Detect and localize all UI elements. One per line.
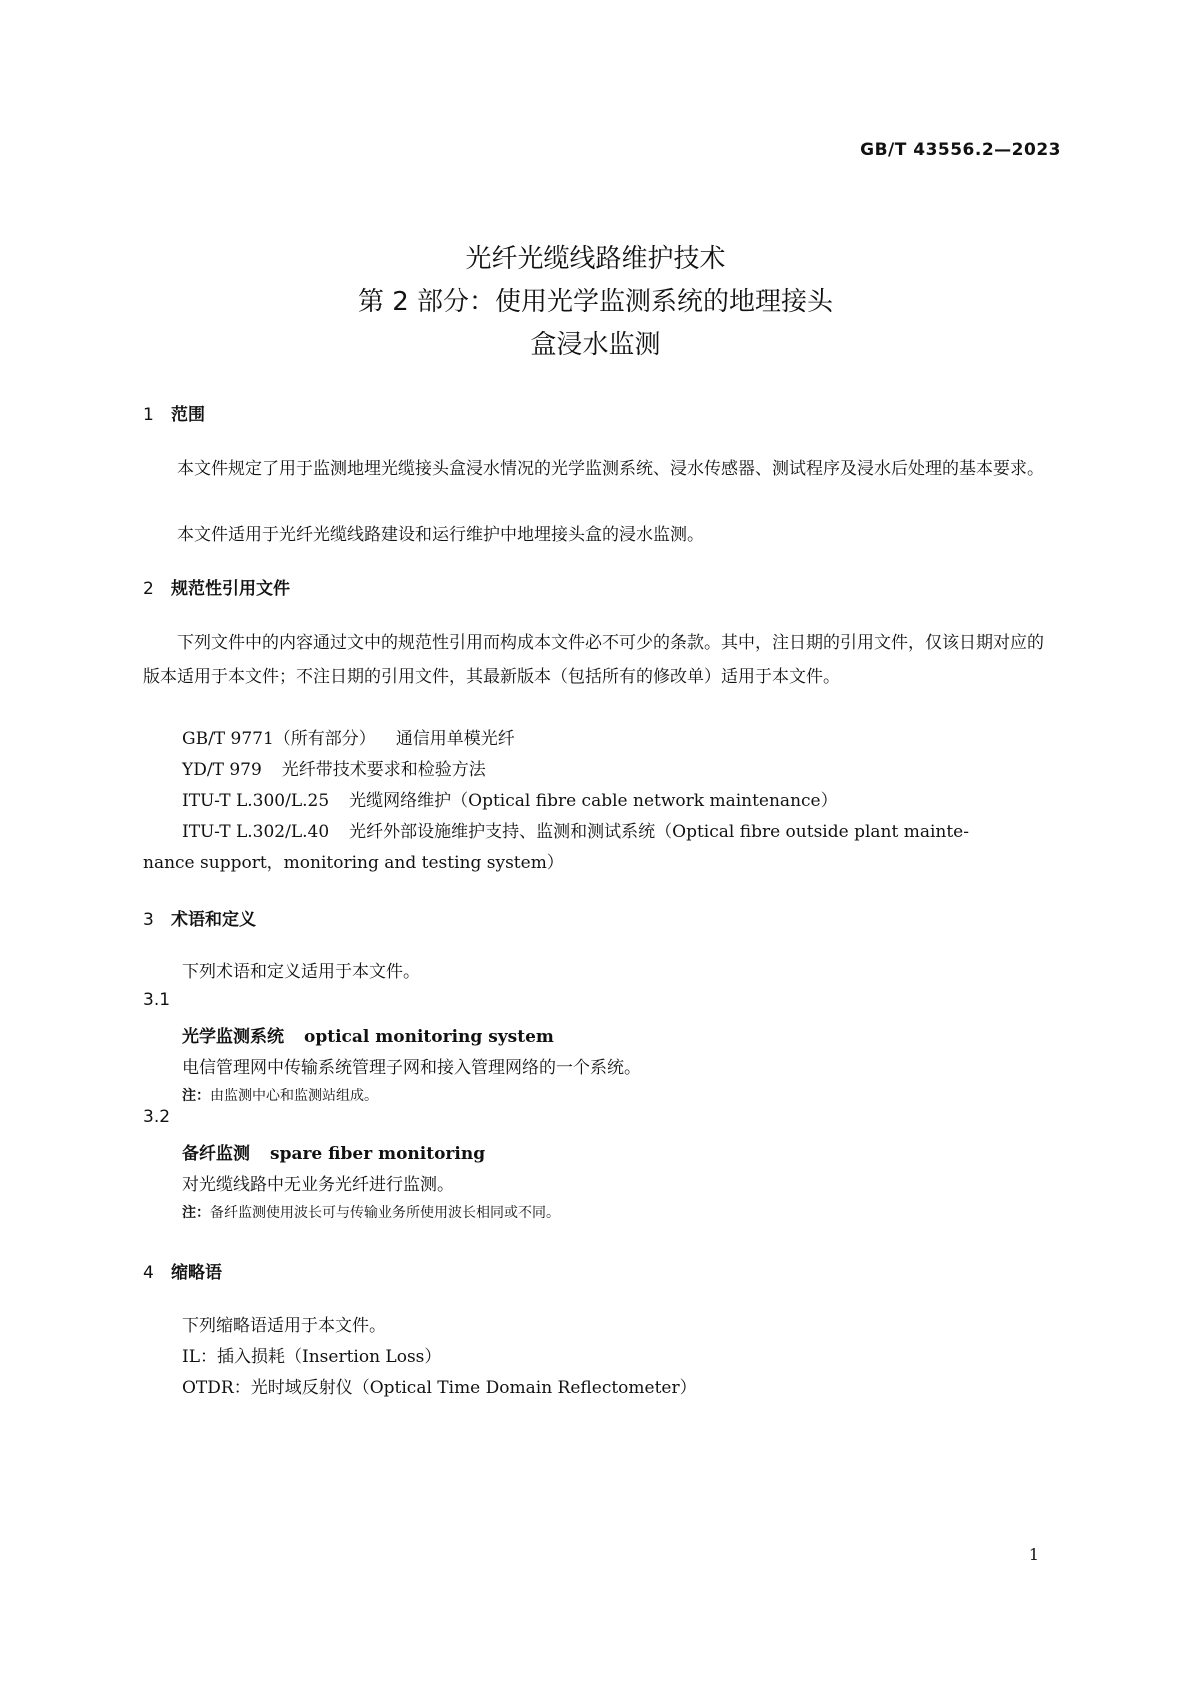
section-title: 范围 <box>171 405 205 425</box>
section-2-intro: 下列文件中的内容通过文中的规范性引用而构成本文件必不可少的条款。其中，注日期的引用文件，仅该日期对应的版本适用于本文件；不注日期的引用文件，其最新版本（包括所有的修改单）适用于本文件。 <box>143 633 1044 687</box>
reference-continuation: nance support，monitoring and testing system） <box>143 853 564 873</box>
section-title: 规范性引用文件 <box>171 579 290 599</box>
section-title: 术语和定义 <box>171 910 256 930</box>
section-3-intro: 下列术语和定义适用于本文件。 <box>182 962 420 982</box>
term-title <box>182 1139 485 1164</box>
section-number: 1 <box>143 405 154 425</box>
title-line-2: 第 2 部分：使用光学监测系统的地理接头 <box>357 287 834 317</box>
reference-item <box>182 724 515 749</box>
term-english: optical monitoring system <box>304 1027 554 1047</box>
reference-code: GB/T 9771（所有部分） <box>182 729 376 749</box>
note-text: 由监测中心和监测站组成。 <box>210 1088 378 1104</box>
section-number: 2 <box>143 579 154 599</box>
reference-title: 光缆网络维护（Optical fibre cable network maintenance） <box>349 791 838 811</box>
term-number: 3.1 <box>143 990 171 1010</box>
reference-item <box>182 755 486 780</box>
title-line-1: 光纤光缆线路维护技术 <box>465 244 726 274</box>
term-title <box>182 1022 554 1047</box>
term-definition: 对光缆线路中无业务光纤进行监测。 <box>182 1175 454 1195</box>
reference-title: 光纤外部设施维护支持、监测和测试系统（Optical fibre outside plant mainte- <box>349 822 969 842</box>
term-chinese: 备纤监测 <box>182 1144 250 1164</box>
section-number: 3 <box>143 910 154 930</box>
title-line-3: 盒浸水监测 <box>530 330 661 360</box>
section-title: 缩略语 <box>171 1263 222 1283</box>
section-4-intro: 下列缩略语适用于本文件。 <box>182 1316 386 1336</box>
section-4-heading <box>143 1258 222 1283</box>
reference-item <box>182 817 969 842</box>
note-label: 注： <box>182 1205 210 1221</box>
section-1-heading <box>143 400 205 425</box>
note-label: 注： <box>182 1088 210 1104</box>
reference-code: ITU-T L.302/L.40 <box>182 822 330 842</box>
reference-code: ITU-T L.300/L.25 <box>182 791 330 811</box>
term-note <box>182 1085 378 1105</box>
reference-code: YD/T 979 <box>182 760 262 780</box>
abbreviation-item: OTDR：光时域反射仪（Optical Time Domain Reflectometer） <box>182 1378 697 1398</box>
note-text: 备纤监测使用波长可与传输业务所使用波长相同或不同。 <box>210 1205 560 1221</box>
document-title <box>0 238 1191 367</box>
page-number: 1 <box>1028 1545 1039 1564</box>
reference-title: 通信用单模光纤 <box>395 729 515 749</box>
section-1-paragraph-2: 本文件适用于光纤光缆线路建设和运行维护中地埋接头盒的浸水监测。 <box>177 525 704 545</box>
term-english: spare fiber monitoring <box>270 1144 486 1164</box>
term-chinese: 光学监测系统 <box>182 1027 284 1047</box>
term-note <box>182 1202 560 1222</box>
section-number: 4 <box>143 1263 154 1283</box>
term-number: 3.2 <box>143 1107 171 1127</box>
section-3-heading <box>143 905 256 930</box>
document-number: GB/T 43556.2—2023 <box>860 140 1061 160</box>
section-1-paragraph-1: 本文件规定了用于监测地埋光缆接头盒浸水情况的光学监测系统、浸水传感器、测试程序及浸水后处理的基本要求。 <box>177 459 1044 479</box>
abbreviation-item: IL：插入损耗（Insertion Loss） <box>182 1347 442 1367</box>
section-2-heading <box>143 574 290 599</box>
reference-item <box>182 786 838 811</box>
reference-title: 光纤带技术要求和检验方法 <box>281 760 486 780</box>
term-definition: 电信管理网中传输系统管理子网和接入管理网络的一个系统。 <box>182 1058 641 1078</box>
